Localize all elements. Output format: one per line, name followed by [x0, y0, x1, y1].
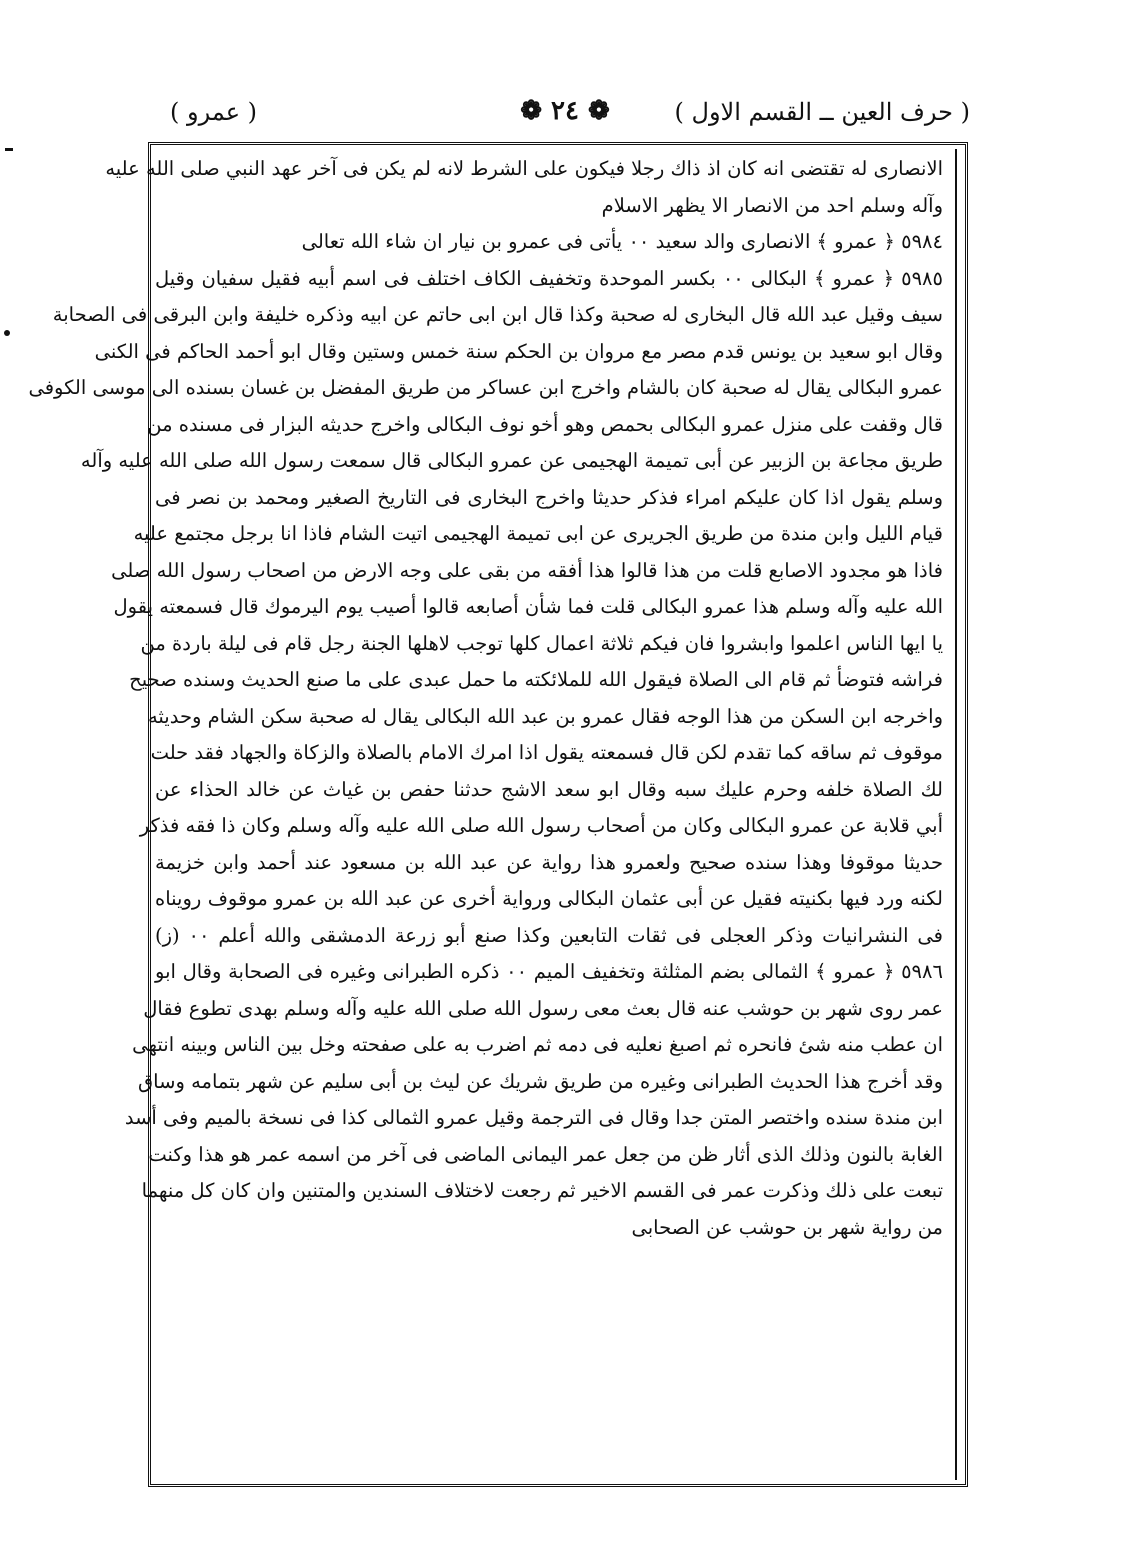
text-line: وسلم يقول اذا كان عليكم امراء فذكر حديثا واخرج البخارى فى التاريخ الصغير ومحمد بن نصر فى: [155, 485, 943, 509]
margin-mark-middle: [4, 330, 10, 336]
text-line: ابن مندة سنده واختصر المتن جدا وقال فى الترجمة وقيل عمرو الثمالى كذا فى نسخة بالميم وفى أسد: [124, 1106, 943, 1129]
entry-heading-5985: ٥٩٨٥ ﴿ عمرو ﴾ البكالى ٠٠ بكسر الموحدة وتخفيف الكاف اختلف فى اسم أبيه فقيل سفيان وقيل: [155, 266, 943, 290]
text-line: لكنه ورد فيها بكنيته فقيل عن أبى عثمان البكالى ورواية أخرى عن عبد الله بن عمرو موقوف رويناه: [155, 887, 943, 910]
text-line: فراشه فتوضأ ثم قام الى الصلاة فيقول الله للملائكته ما حمل عبدى على ما صنع الحديث وسنده صحيح: [129, 668, 943, 691]
entry-heading-5986: ٥٩٨٦ ﴿ عمرو ﴾ الثمالى بضم المثلثة وتخفيف الميم ٠٠ ذكره الطبرانى وغيره فى الصحابة وقال ابو: [155, 960, 943, 983]
text-line: فى النشرانيات وذكر العجلى فى ثقات التابعين وكذا صنع أبو زرعة الدمشقى والله أعلم ٠٠ (ز): [155, 923, 943, 947]
header-entry-name: ( عمرو ): [170, 98, 258, 126]
text-line: الله عليه وآله وسلم هذا عمرو البكالى قلت فما شأن أصابعه قالوا أصيب يوم اليرموك قال فسمعته يقول: [113, 595, 943, 618]
text-line: الغابة بالنون وذلك الذى أثار ظن من جعل عمر اليمانى الماضى فى آخر من اسمه عمر هو هذا وكنت: [148, 1142, 943, 1166]
text-line: حديثا موقوفا وهذا سنده صحيح ولعمرو هذا رواية عن عبد الله بن مسعود عند أحمد وابن خزيمة: [155, 850, 943, 874]
page-number: ❁ ٢٤ ❁: [520, 96, 610, 126]
text-line: عمرو البكالى يقال له صحبة كان بالشام واخرج ابن عساكر من طريق المفضل بن غسان بسنده الى موسى الكوفى: [28, 376, 943, 399]
text-line: واخرجه ابن السكن من هذا الوجه فقال عمرو بن عبد الله البكالى يقال له صحبة سكن الشام وحديثه: [147, 704, 943, 728]
text-line: يا ايها الناس اعلموا وابشروا فان فيكم ثلاثة اعمال كلها توجب لاهلها الجنة رجل قام فى ليلة باردة من: [140, 631, 943, 655]
text-line: أبي قلابة عن عمرو البكالى وكان من أصحاب رسول الله صلى الله عليه وآله وسلم وكان ذا فقه فذكر: [139, 814, 943, 837]
margin-mark-top: [5, 148, 13, 151]
text-line: سيف وقيل عبد الله قال البخارى له صحبة وكذا قال ابن ابى حاتم عن ابيه وذكره خليفة وابن البرقى فى الصحابة: [52, 303, 943, 326]
text-line: وآله وسلم احد من الانصار الا يظهر الاسلام: [601, 193, 943, 217]
page-header: [150, 96, 980, 136]
text-line: من رواية شهر بن حوشب عن الصحابى: [631, 1215, 943, 1239]
text-line: وقد أخرج هذا الحديث الطبرانى وغيره من طريق شريك عن ليث بن أبى سليم عن شهر بتمامه وساق: [138, 1069, 943, 1093]
text-line: ان عطب منه شئ فانحره ثم اصبغ نعليه فى دمه ثم اضرب به على صفحته وخل بين الناس وبينه انتهى: [132, 1033, 943, 1056]
text-line: وقال ابو سعيد بن يونس قدم مصر مع مروان بن الحكم سنة خمس وستين وقال ابو أحمد الحاكم فى الكنى: [94, 339, 943, 363]
text-line: عمر روى شهر بن حوشب عنه قال بعث معى رسول الله صلى الله عليه وآله وسلم بهدى تطوع فقال: [143, 996, 943, 1020]
text-line: الانصارى له تقتضى انه كان اذ ذاك رجلا فيكون على الشرط لانه لم يكن فى آخر عهد النبي صلى الله عليه: [105, 157, 943, 180]
text-frame: [28, 142, 968, 1487]
text-line: تبعت على ذلك وذكرت عمر فى القسم الاخير ثم رجعت لاختلاف السندين والمتنين وان كان كل منهما: [141, 1179, 943, 1202]
text-line: قيام الليل وابن مندة من طريق الجريرى عن ابى تميمة الهجيمى اتيت الشام فاذا انا برجل مجتمع عليه: [133, 522, 943, 545]
text-line: فاذا هو مجدود الاصابع قلت من هذا قالوا هذا أفقه من بقى على وجه الارض من اصحاب رسول الله صلى: [111, 558, 943, 582]
text-line: موقوف ثم ساقه كما تقدم لكن قال فسمعته يقول اذا امرك الامام بالصلاة والزكاة والجهاد فقد حلت: [150, 741, 943, 764]
text-line: قال وقفت على منزل عمرو البكالى بحمص وهو أخو نوف البكالى واخرج حديثه البزار فى مسنده من: [147, 412, 943, 436]
body-text: [28, 151, 943, 1478]
text-line: لك الصلاة خلفه وحرم عليك سبه وقال ابو سعد الاشج حدثنا حفص بن غياث عن خالد الحذاء عن: [155, 777, 943, 801]
entry-heading-5984: ٥٩٨٤ ﴿ عمرو ﴾ الانصارى والد سعيد ٠٠ يأتى فى عمرو بن نيار ان شاء الله تعالى: [301, 230, 943, 253]
header-chapter-title: ( حرف العين ــ القسم الاول ): [674, 98, 970, 126]
text-line: طريق مجاعة بن الزبير عن أبى تميمة الهجيمى عن عمرو البكالى قال سمعت رسول الله صلى الله عليه وآله: [80, 449, 943, 472]
